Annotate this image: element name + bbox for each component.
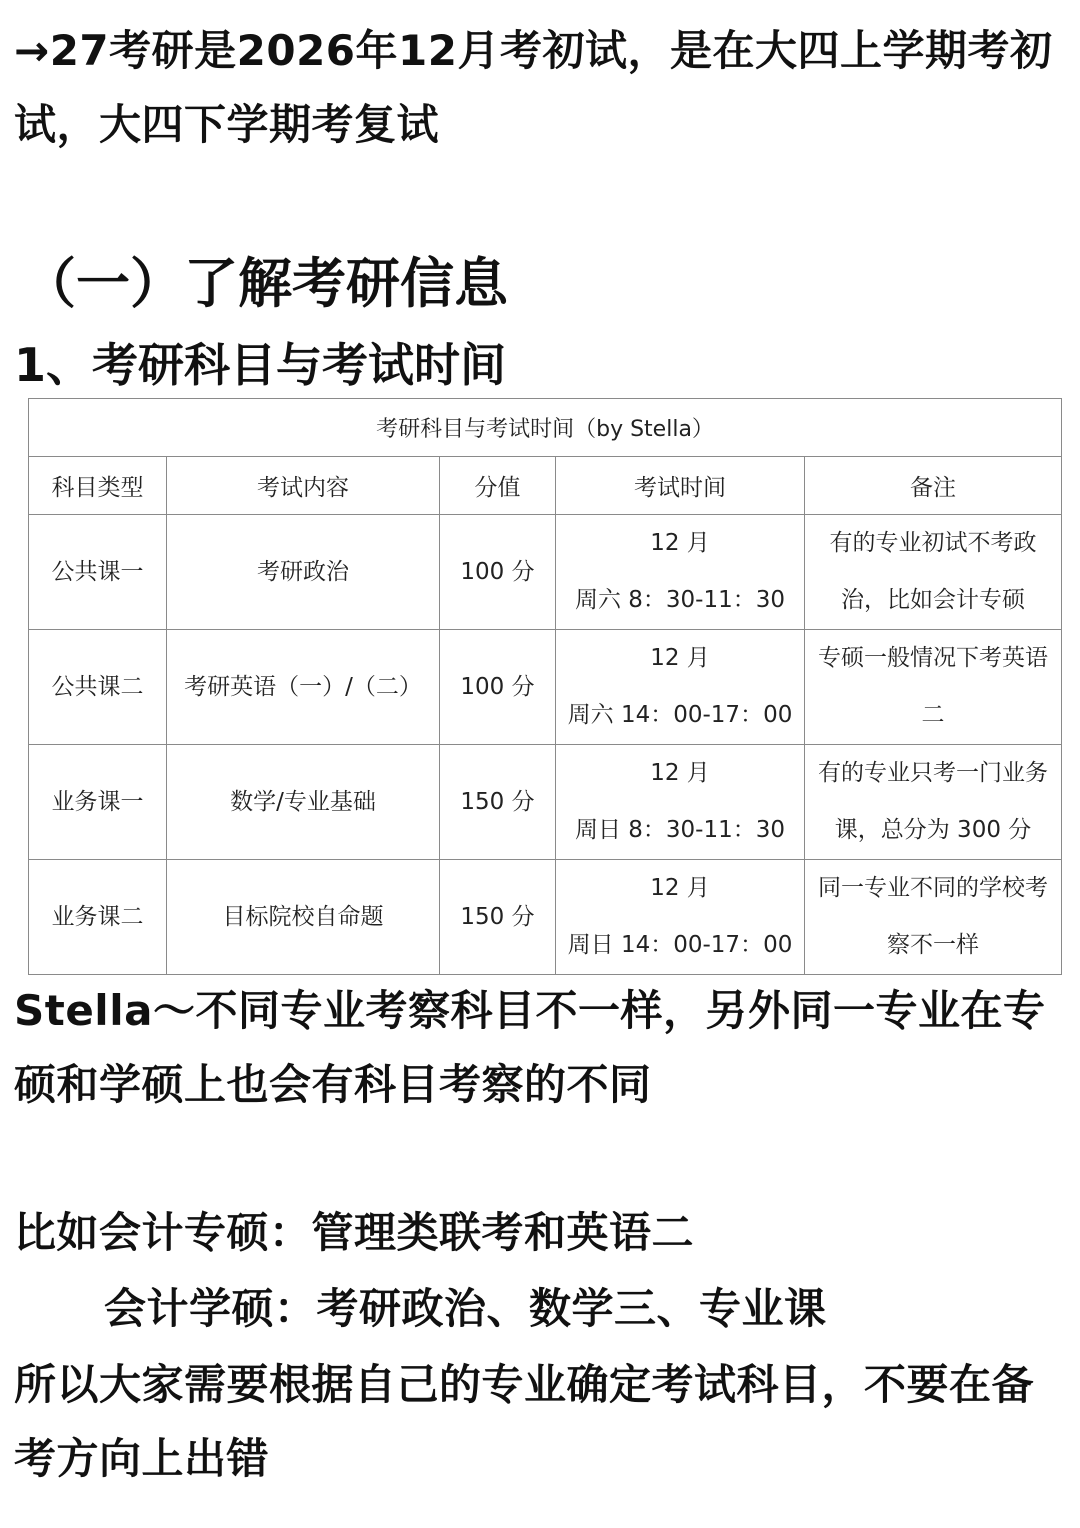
cell-exam-content: 目标院校自命题 (167, 860, 440, 975)
cell-note (805, 860, 1062, 975)
exam-session: 周日 14：00-17：00 (567, 932, 793, 958)
table-row (29, 630, 1062, 745)
table-header-row (29, 457, 1062, 515)
exam-session: 周日 8：30-11：30 (574, 817, 786, 843)
body-paragraph-example-professional: 比如会计专硕：管理类联考和英语二 (14, 1208, 695, 1257)
cell-exam-time (556, 745, 805, 860)
section-heading: （一）了解考研信息 (22, 252, 508, 315)
cell-score: 100 分 (440, 630, 556, 745)
exam-month: 12 月 (650, 760, 710, 786)
note-text: 同一专业不同的学校考察不一样 (818, 875, 1049, 958)
table-caption-row (29, 399, 1062, 457)
exam-month: 12 月 (650, 530, 710, 556)
exam-session: 周六 8：30-11：30 (574, 587, 786, 613)
exam-session: 周六 14：00-17：00 (567, 702, 793, 728)
cell-score: 150 分 (440, 860, 556, 975)
header-score: 分值 (440, 457, 556, 515)
cell-exam-content: 数学/专业基础 (167, 745, 440, 860)
cell-exam-time (556, 515, 805, 630)
table-caption: 考研科目与考试时间（by Stella） (29, 399, 1062, 457)
cell-exam-content: 考研政治 (167, 515, 440, 630)
cell-exam-content: 考研英语（一）/（二） (167, 630, 440, 745)
body-paragraph-subjects-differ: Stella～不同专业考察科目不一样，另外同一专业在专硕和学硕上也会有科目考察的不同 (14, 986, 1046, 1109)
cell-score: 100 分 (440, 515, 556, 630)
table-row (29, 515, 1062, 630)
header-note: 备注 (805, 457, 1062, 515)
subsection-heading: 1、考研科目与考试时间 (14, 338, 507, 392)
intro-paragraph: →27考研是2026年12月考初试，是在大四上学期考初试，大四下学期考复试 (14, 26, 1053, 149)
exam-month: 12 月 (650, 645, 710, 671)
header-subject-type: 科目类型 (29, 457, 167, 515)
cell-score: 150 分 (440, 745, 556, 860)
header-exam-content: 考试内容 (167, 457, 440, 515)
table-row (29, 745, 1062, 860)
cell-subject-type: 业务课一 (29, 745, 167, 860)
cell-note (805, 745, 1062, 860)
cell-subject-type: 公共课一 (29, 515, 167, 630)
note-text: 有的专业只考一门业务课，总分为 300 分 (818, 760, 1049, 843)
cell-exam-time (556, 630, 805, 745)
exam-schedule-table (28, 398, 1062, 975)
table-row (29, 860, 1062, 975)
cell-subject-type: 公共课二 (29, 630, 167, 745)
note-text: 有的专业初试不考政治，比如会计专硕 (829, 530, 1037, 613)
header-exam-time: 考试时间 (556, 457, 805, 515)
body-paragraph-example-academic: 会计学硕：考研政治、数学三、专业课 (104, 1284, 827, 1333)
body-paragraph-conclusion: 所以大家需要根据自己的专业确定考试科目，不要在备考方向上出错 (14, 1360, 1035, 1483)
cell-subject-type: 业务课二 (29, 860, 167, 975)
cell-note (805, 630, 1062, 745)
note-text: 专硕一般情况下考英语二 (818, 645, 1049, 728)
exam-month: 12 月 (650, 875, 710, 901)
cell-note (805, 515, 1062, 630)
cell-exam-time (556, 860, 805, 975)
